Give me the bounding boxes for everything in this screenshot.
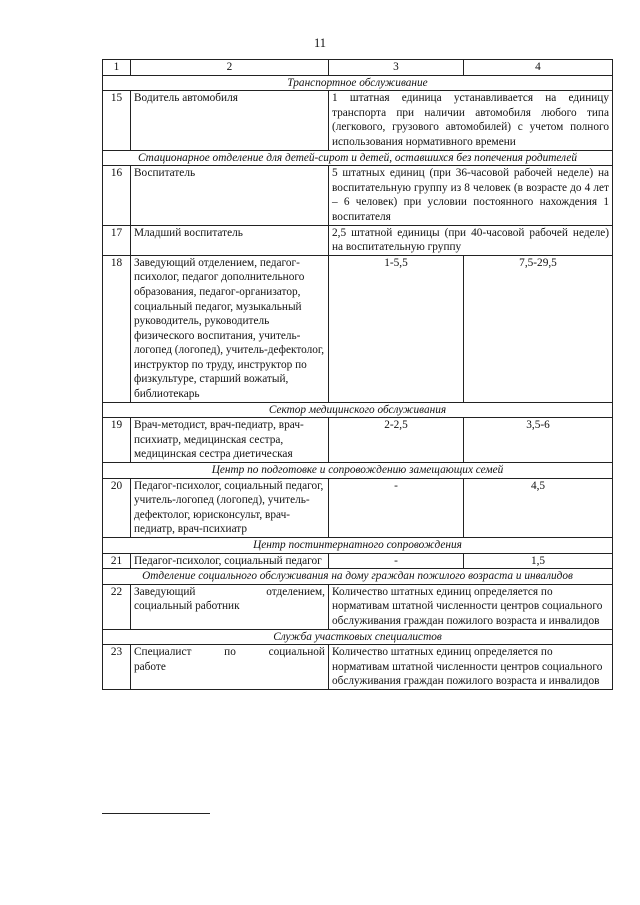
table-row — [103, 478, 613, 537]
position-word: Специалист — [134, 646, 192, 659]
position-word: отделением, — [266, 585, 325, 598]
position-cell: Заведующий отделением, педагог-психолог, педагог дополнительного образования, педагог-организатор, социальный педагог, музыкальный руководитель, руководитель физического воспитания, учитель-логопед (логопед), учитель-дефектолог, инструктор по труду, инструктор по физкультуре, старший вожатый, библиотекарь — [131, 255, 329, 402]
position-cell: Педагог-психолог, социальный педагог — [131, 553, 329, 569]
row-number: 15 — [103, 91, 131, 150]
section-foster: Центр по подготовке и сопровождению замещающих семей — [103, 463, 613, 479]
section-row — [103, 538, 613, 554]
section-row — [103, 150, 613, 166]
row-number: 16 — [103, 166, 131, 225]
header-row — [103, 60, 613, 76]
table-row — [103, 91, 613, 150]
position-rest: социальный работник — [134, 600, 240, 613]
section-row — [103, 402, 613, 418]
col3-value: 1-5,5 — [329, 255, 464, 402]
header-col-1: 1 — [103, 60, 131, 76]
section-transport: Транспортное обслуживание — [103, 75, 613, 91]
header-col-4: 4 — [464, 60, 613, 76]
position-cell — [131, 584, 329, 629]
position-cell: Воспитатель — [131, 166, 329, 225]
row-number: 23 — [103, 645, 131, 690]
col3-value: - — [329, 553, 464, 569]
col4-value: 4,5 — [464, 478, 613, 537]
norm-cell: 5 штатных единиц (при 36-часовой рабочей неделе) на воспитательную группу из 8 человек (в возрасте до 4 лет – 6 человек) при условии постоянного нахождения 1 воспитателя — [329, 166, 613, 225]
row-number: 21 — [103, 553, 131, 569]
section-row — [103, 629, 613, 645]
position-word: Заведующий — [134, 585, 196, 598]
norm-cell: 1 штатная единица устанавливается на единицу транспорта при наличии автомобиля любого типа (легкового, грузового автомобилей) с учетом полного использования нормативного времени — [329, 91, 613, 150]
norm-cell: 2,5 штатной единицы (при 40-часовой рабочей неделе) на воспитательную группу — [329, 225, 613, 255]
section-post-boarding: Центр постинтернатного сопровождения — [103, 538, 613, 554]
col3-value: - — [329, 478, 464, 537]
norm-cell: Количество штатных единиц определяется по нормативам штатной численности центров социального обслуживания граждан пожилого возраста и инвалидов — [329, 645, 613, 690]
col3-value: 2-2,5 — [329, 418, 464, 463]
position-first-line — [134, 645, 325, 660]
norm-cell: Количество штатных единиц определяется по нормативам штатной численности центров социального обслуживания граждан пожилого возраста и инвалидов — [329, 584, 613, 629]
position-first-line — [134, 585, 325, 600]
section-medical: Сектор медицинского обслуживания — [103, 402, 613, 418]
table-row — [103, 553, 613, 569]
col4-value: 1,5 — [464, 553, 613, 569]
row-number: 18 — [103, 255, 131, 402]
position-cell: Врач-методист, врач-педиатр, врач-психиатр, медицинская сестра, медицинская сестра диетическая — [131, 418, 329, 463]
col4-value: 7,5-29,5 — [464, 255, 613, 402]
position-cell: Младший воспитатель — [131, 225, 329, 255]
position-cell — [131, 645, 329, 690]
table-row — [103, 645, 613, 690]
section-district: Служба участковых специалистов — [103, 629, 613, 645]
table-row — [103, 166, 613, 225]
row-number: 22 — [103, 584, 131, 629]
position-word: по — [224, 646, 236, 659]
staffing-table — [102, 59, 613, 690]
section-orphans: Стационарное отделение для детей-сирот и детей, оставшихся без попечения родителей — [103, 150, 613, 166]
table-row — [103, 418, 613, 463]
table-row — [103, 255, 613, 402]
row-number: 20 — [103, 478, 131, 537]
header-col-3: 3 — [329, 60, 464, 76]
col4-value: 3,5-6 — [464, 418, 613, 463]
footnote-separator — [102, 813, 210, 814]
section-home-service: Отделение социального обслуживания на дому граждан пожилого возраста и инвалидов — [103, 569, 613, 585]
table-row — [103, 225, 613, 255]
position-cell: Педагог-психолог, социальный педагог, учитель-логопед (логопед), учитель-дефектолог, юрисконсульт, врач-педиатр, врач-психиатр — [131, 478, 329, 537]
table-row — [103, 584, 613, 629]
header-col-2: 2 — [131, 60, 329, 76]
section-row — [103, 75, 613, 91]
row-number: 17 — [103, 225, 131, 255]
section-row — [103, 569, 613, 585]
page-number: 11 — [313, 36, 327, 50]
position-rest: работе — [134, 660, 166, 673]
position-word: социальной — [268, 646, 325, 659]
row-number: 19 — [103, 418, 131, 463]
position-cell: Водитель автомобиля — [131, 91, 329, 150]
section-row — [103, 463, 613, 479]
